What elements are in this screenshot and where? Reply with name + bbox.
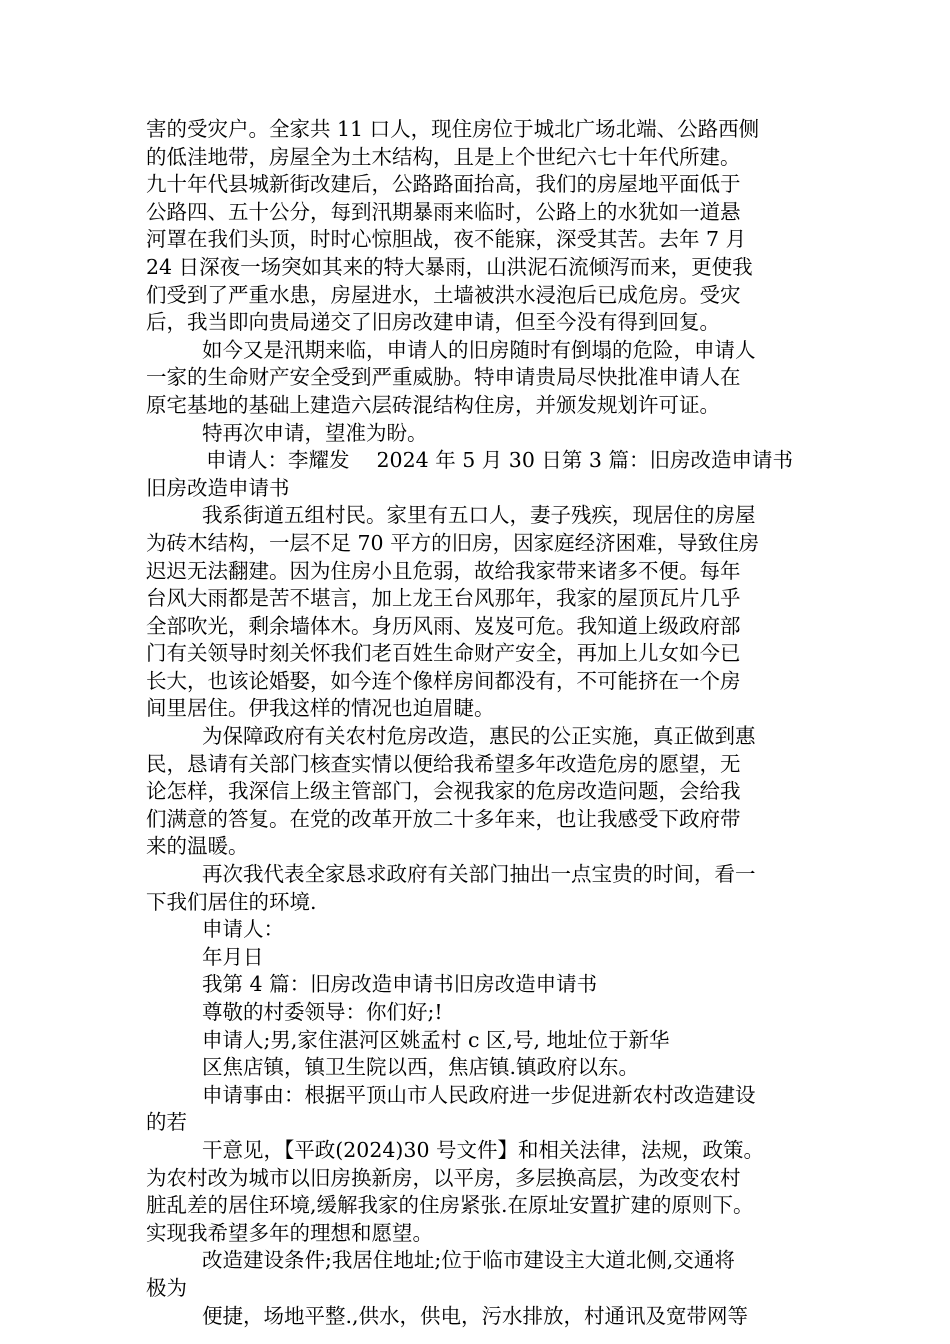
text-line: 间里居住。伊我这样的情况也迫眉睫。 [146,696,495,721]
paragraph-start: 再次我代表全家恳求政府有关部门抽出一点宝贵的时间，看一 [202,862,756,887]
text-line: 的若 [146,1110,187,1135]
paragraph-start: 干意见，【平政(2024)30 号文件】和相关法律，法规，政策。 [202,1137,765,1162]
text-line: 们受到了严重水患，房屋进水，土墙被洪水浸泡后已成危房。受灾 [146,282,741,307]
text-line: 原宅基地的基础上建造六层砖混结构住房，并颁发规划许可证。 [146,392,720,417]
paragraph-start: 为保障政府有关农村危房改造，惠民的公正实施，真正做到惠 [202,724,756,749]
text-line: 害的受灾户。全家共 11 口人，现住房位于城北广场北端、公路西侧 [146,117,760,141]
applicant-label: 申请人： [202,917,284,942]
text-line: 为农村改为城市以旧房换新房，以平房，多层换高层，为改变农村 [146,1165,741,1190]
text-line: 的低洼地带，房屋全为土木结构，且是上个世纪六七十年代所建。 [146,144,741,169]
text-line: 一家的生命财产安全受到严重威胁。特申请贵局尽快批准申请人在 [146,365,741,390]
text-line: 下我们居住的环境. [146,889,317,914]
signature-line: 申请人：李耀发 2024 年 5 月 30 日第 3 篇：旧房改造申请书 [206,448,793,473]
paragraph-start: 如今又是汛期来临，申请人的旧房随时有倒塌的危险，申请人 [202,337,756,362]
paragraph-start: 改造建设条件;我居住地址;位于临市建设主大道北侧,交通将 [202,1248,735,1273]
text-line: 来的温暖。 [146,834,249,859]
document-page [146,116,814,1330]
text-line: 民，恳请有关部门核查实情以便给我希望多年改造危房的愿望，无 [146,751,741,776]
text-line: 区焦店镇，镇卫生院以西，焦店镇.镇政府以东。 [202,1055,640,1080]
text-line: 门有关领导时刻关怀我们老百姓生命财产安全，再加上儿女如今已 [146,641,741,666]
text-line: 们满意的答复。在党的改革开放二十多年来，也让我感受下政府带 [146,806,741,831]
text-line: 极为 [146,1275,187,1300]
text-line: 迟迟无法翻建。因为住房小且危弱，故给我家带来诸多不便。每年 [146,558,741,583]
text-line: 24 日深夜一场突如其来的特大暴雨，山洪泥石流倾泻而来，更使我 [146,254,753,279]
text-line: 台风大雨都是苦不堪言，加上龙王台风那年，我家的屋顶瓦片几乎 [146,586,741,611]
text-line: 论怎样，我深信上级主管部门，会视我家的危房改造问题，会给我 [146,779,741,804]
section-title: 我第 4 篇：旧房改造申请书旧房改造申请书 [202,972,598,997]
text-line: 为砖木结构，一层不足 70 平方的旧房，因家庭经济困难，导致住房 [146,530,760,555]
paragraph-start: 申请事由：根据平顶山市人民政府进一步促进新农村改造建设 [202,1082,756,1107]
text-line: 河罩在我们头顶，时时心惊胆战，夜不能寐，深受其苦。去年 7 月 [146,227,747,252]
text-line: 脏乱差的居住环境,缓解我家的住房紧张.在原址安置扩建的原则下。 [146,1193,754,1218]
text-line: 后，我当即向贵局递交了旧房改建申请，但至今没有得到回复。 [146,310,720,335]
salutation: 尊敬的村委领导：你们好;! [202,1000,443,1024]
paragraph-start: 申请人;男,家住湛河区姚孟村 c 区,号, 地址位于新华 [202,1027,670,1052]
paragraph-start: 便捷，场地平整.,供水，供电，污水排放，村通讯及宽带网等 [202,1303,749,1328]
paragraph-start: 我系街道五组村民。家里有五口人，妻子残疾，现居住的房屋 [202,503,756,528]
section-title: 旧房改造申请书 [146,475,290,500]
text-line: 实现我希望多年的理想和愿望。 [146,1220,433,1245]
text-line: 长大，也该论婚娶，如今连个像样房间都没有，不可能挤在一个房 [146,668,741,693]
paragraph-start: 特再次申请，望准为盼。 [202,420,428,445]
text-line: 九十年代县城新街改建后，公路路面抬高，我们的房屋地平面低于 [146,172,741,197]
text-line: 全部吹光，剩余墙体木。身历风雨、岌岌可危。我知道上级政府部 [146,613,741,638]
text-line: 公路四、五十公分，每到汛期暴雨来临时，公路上的水犹如一道悬 [146,199,741,224]
date-label: 年月日 [202,944,264,969]
